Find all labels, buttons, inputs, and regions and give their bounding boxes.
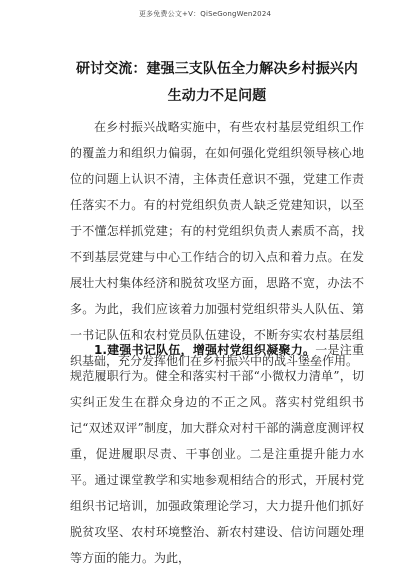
paragraph-1 (70, 114, 364, 374)
paragraph-2-lead: 1.建强书记队伍，增强村党组织凝聚力。 (94, 343, 316, 357)
paragraph-1-body: 在乡村振兴战略实施中，有些农村基层党组织工作的覆盖力和组织力偏弱，在如何强化党组织领导核心地位的问题上认识不清，主体责任意识不强，党建工作责任落实不力。有的村党组织负责人缺乏党建知识，以至于不懂怎样抓党建；有的村党组织负责人素质不高，找不到基层党建与中心工作结合的切入点和着力点。在发展壮大村集体经济和脱贫攻坚方面，思路不宽，办法不多。为此，我们应该着力加强村党组织带头人队伍、第一书记队伍和农村党员队伍建设，不断夯实农村基层组织基础，充分发挥他们在乡村振兴中的战斗堡垒作用。 (70, 120, 364, 368)
paragraph-2-body: 一是注重规范履职行为。健全和落实村干部“小微权力清单”，切实纠正发生在群众身边的不正之风。落实村党组织书记“双述双评”制度，加大群众对村干部的满意度测评权重，促进履职尽责、干事创业。二是注重提升能力水平。通过课堂教学和实地参观相结合的形式，开展村党组织书记培训，加强政策理论学习，大力提升他们抓好脱贫攻坚、农村环境整治、新农村建设、信访问题处理等方面的能力。为此， (70, 343, 364, 565)
document-title: 研讨交流：建强三支队伍全力解决乡村振兴内生动力不足问题 (76, 61, 358, 104)
header-note: 更多免费公文+V：QiSeGongWen2024 (138, 10, 272, 18)
paragraph-2 (70, 337, 364, 571)
